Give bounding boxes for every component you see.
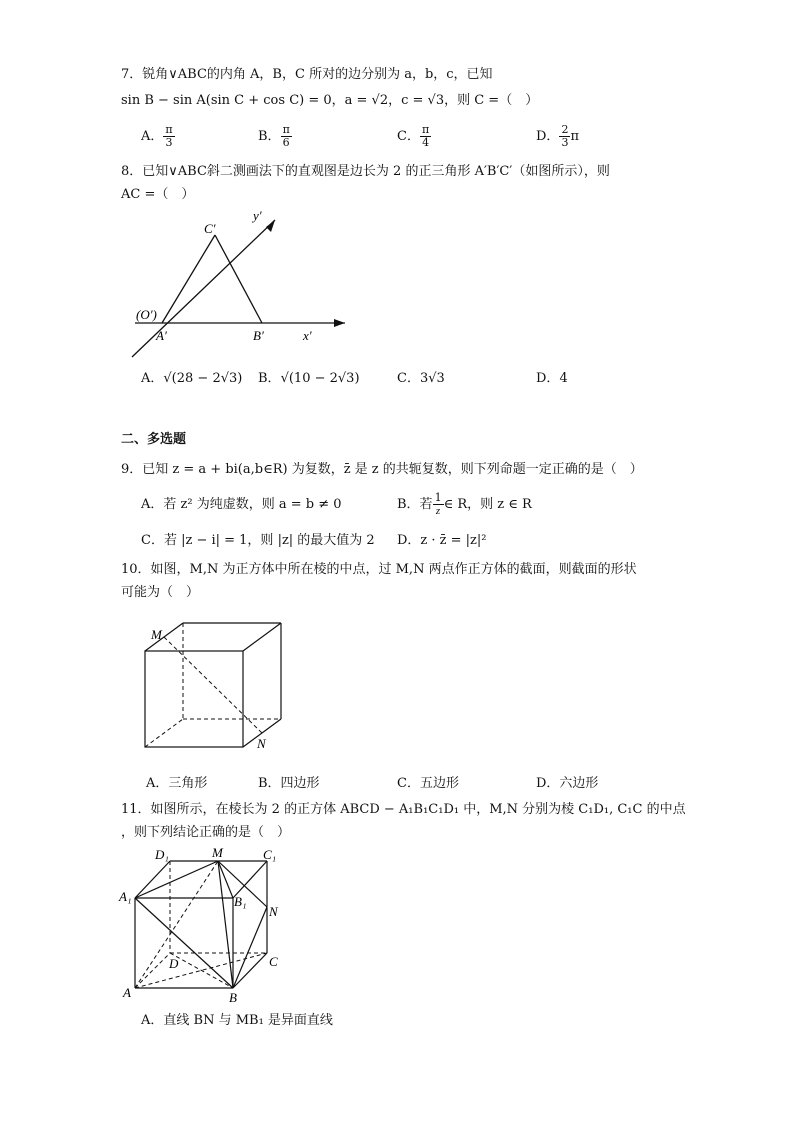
label-d: D bbox=[169, 956, 179, 971]
q8-option-b[interactable]: B．√(10 − 2√3) bbox=[258, 371, 360, 386]
q9-option-c[interactable]: C．若 |z − i| = 1，则 |z| 的最大值为 2 bbox=[141, 533, 375, 548]
q10-option-a[interactable]: A．三角形 bbox=[146, 776, 208, 791]
q11-line1: 11．如图所示，在棱长为 2 的正方体 ABCD − A₁B₁C₁D₁ 中，M,N 分别为棱 C₁D₁, C₁C 的中点 bbox=[121, 802, 686, 817]
label-m: M bbox=[212, 845, 223, 860]
q8-option-d[interactable]: D．4 bbox=[536, 371, 568, 386]
q7-option-d[interactable]: D． $\frac{2}{3}$ π bbox=[536, 123, 579, 149]
q8-triangle-figure bbox=[120, 205, 360, 365]
q11-line2: ，则下列结论正确的是（ ） bbox=[121, 825, 291, 840]
q7-option-b-fraction: $\frac{\pi}{6}$ bbox=[282, 123, 290, 149]
q7-line2: sin B − sin A(sin C + cos C) = 0，a = √2，c = √3，则 C =（ ） bbox=[121, 93, 539, 108]
q7-option-d-fraction: $\frac{2}{3}$ bbox=[561, 123, 569, 149]
q9-option-b[interactable]: B．若 $\frac{1}{z}$ ∈ R，则 z ∈ R bbox=[397, 491, 532, 517]
q9-line1: 9．已知 z = a + bi(a,b∈R) 为复数，z̄ 是 z 的共轭复数，则下列命题一定正确的是（ ） bbox=[121, 462, 643, 477]
q9-option-d[interactable]: D．z · z̄ = |z|² bbox=[397, 533, 487, 548]
q8-line2: AC =（ ） bbox=[121, 187, 195, 202]
label-d1: D₁ bbox=[155, 847, 169, 862]
label-n: N bbox=[257, 736, 266, 751]
q7-option-b[interactable]: B． $\frac{\pi}{6}$ bbox=[258, 123, 290, 149]
q11-option-a[interactable]: A．直线 BN 与 MB₁ 是异面直线 bbox=[141, 1013, 333, 1028]
q10-option-c[interactable]: C．五边形 bbox=[397, 776, 459, 791]
label-o-prime: (O′) bbox=[136, 307, 157, 322]
q8-line1: 8．已知∨ABC斜二测画法下的直观图是边长为 2 的正三角形 A′B′C′（如图所示），则 bbox=[121, 164, 610, 179]
label-b-prime: B′ bbox=[253, 328, 264, 343]
q10-option-d[interactable]: D．六边形 bbox=[536, 776, 599, 791]
q10-line2: 可能为（ ） bbox=[121, 585, 200, 600]
q10-option-b[interactable]: B．四边形 bbox=[258, 776, 320, 791]
q10-line1: 10．如图，M,N 为正方体中所在棱的中点，过 M,N 两点作正方体的截面，则截面的形状 bbox=[121, 562, 637, 577]
q11-cube-figure bbox=[115, 843, 290, 1008]
q9-option-a[interactable]: A．若 z² 为纯虚数，则 a = b ≠ 0 bbox=[141, 497, 342, 512]
label-a: A bbox=[123, 985, 131, 1000]
label-c1: C₁ bbox=[263, 847, 277, 862]
q10-cube-figure bbox=[135, 615, 295, 760]
q8-option-c[interactable]: C．3√3 bbox=[397, 371, 445, 386]
label-y-axis: y′ bbox=[253, 208, 262, 223]
label-a-prime: A′ bbox=[156, 328, 167, 343]
label-a1: A₁ bbox=[119, 889, 132, 904]
q8-option-a[interactable]: A．√(28 − 2√3) bbox=[141, 371, 243, 386]
q7-line1: 7．锐角∨ABC的内角 A，B，C 所对的边分别为 a，b，c，已知 bbox=[121, 67, 493, 82]
label-b: B bbox=[229, 990, 237, 1005]
label-x-axis: x′ bbox=[303, 328, 312, 343]
label-c-prime: C′ bbox=[204, 221, 216, 236]
label-b1: B₁ bbox=[234, 894, 247, 909]
label-n: N bbox=[269, 904, 278, 919]
q7-option-c[interactable]: C． $\frac{\pi}{4}$ bbox=[397, 123, 430, 149]
q7-option-a-fraction: $\frac{\pi}{3}$ bbox=[165, 123, 173, 149]
q7-option-a[interactable]: A． $\frac{\pi}{3}$ bbox=[141, 123, 173, 149]
q9-option-b-fraction: $\frac{1}{z}$ bbox=[434, 491, 442, 517]
label-m: M bbox=[151, 627, 162, 642]
q7-option-c-fraction: $\frac{\pi}{4}$ bbox=[421, 123, 430, 149]
section-heading-multiple-choice: 二、多选题 bbox=[121, 432, 187, 447]
label-c: C bbox=[269, 954, 278, 969]
